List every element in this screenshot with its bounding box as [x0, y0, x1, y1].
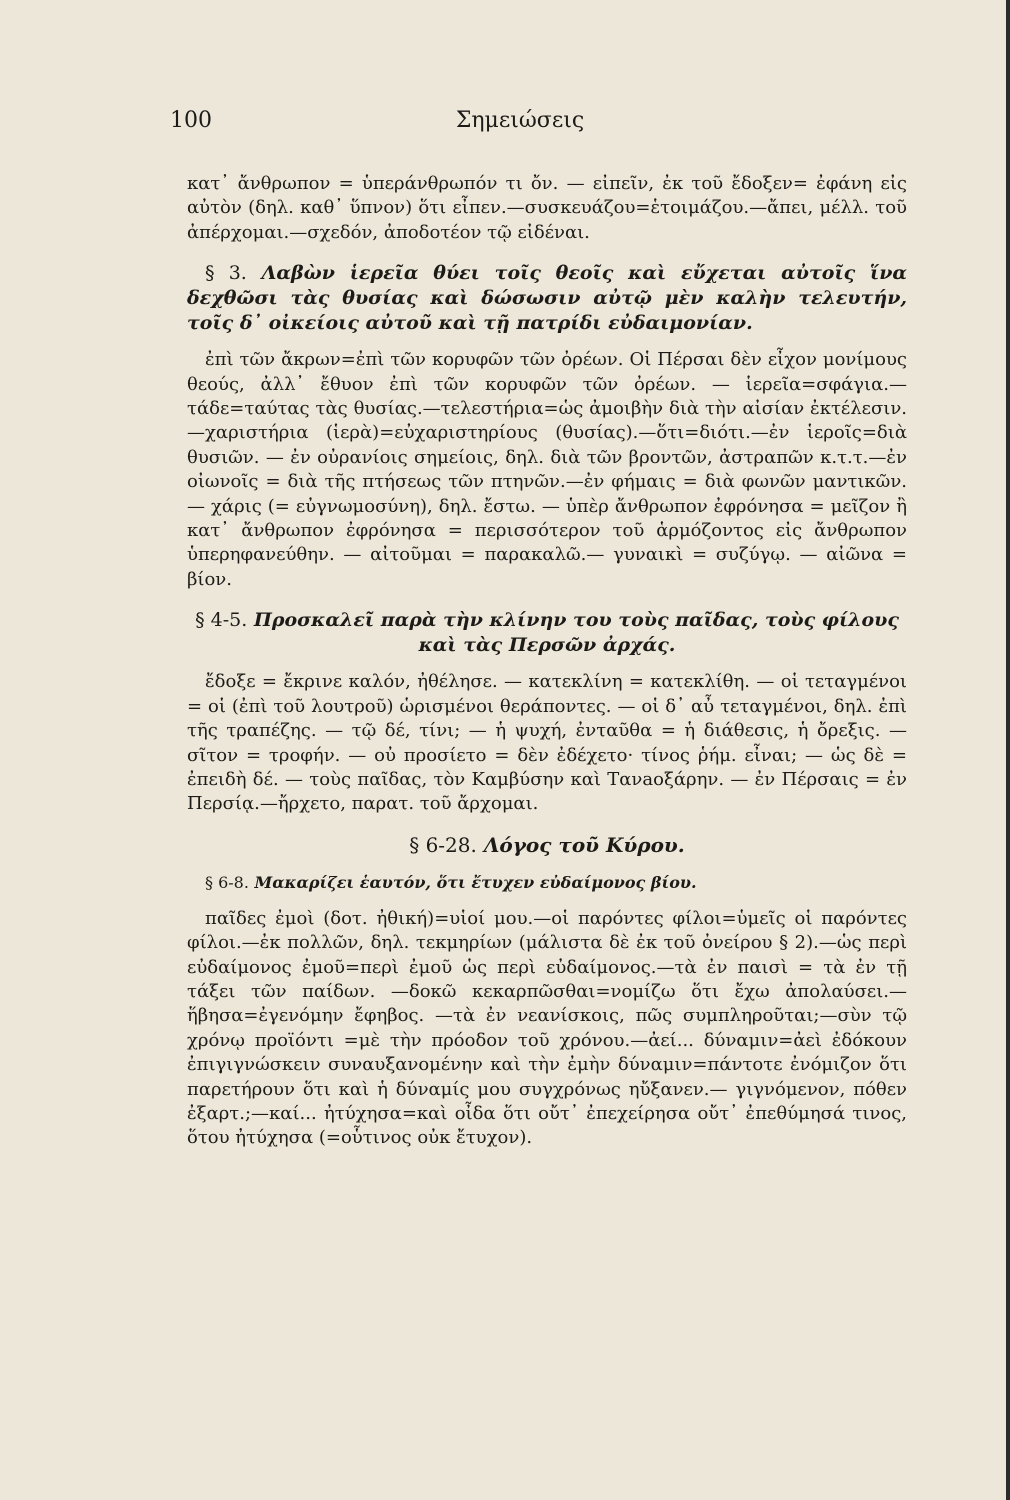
section-4-5-title: Προσκαλεῖ παρὰ τὴν κλίνην του τοὺς παῖδας, τοὺς φίλους καὶ τὰς Περσῶν ἀρχάς.: [253, 609, 899, 657]
scan-edge: [1006, 0, 1010, 1500]
section-3-title: Λαβὼν ἱερεῖα θύει τοῖς θεοῖς καὶ εὔχεται αὐτοῖς ἵνα δεχθῶσι τὰς θυσίας καὶ δώσωσιν αὐτῷ μὲν καλὴν τελευτήν, τοῖς δ᾿ οἰκείοις αὐτοῦ καὶ τῇ πατρίδι εὐδαιμονίαν.: [187, 262, 907, 335]
section-3-heading: [187, 261, 907, 336]
page-header: [170, 108, 870, 142]
page-body: [187, 172, 907, 1151]
section-6-8-heading: [187, 870, 907, 895]
note-paragraph-4: παῖδες ἐμοὶ (δοτ. ἠθική)=υἱοί μου.—οἱ παρόντες φίλοι=ὑμεῖς οἱ παρόντες φίλοι.—ἐκ πολλῶν, δηλ. τεκμηρίων (μάλιστα δὲ ἐκ τοῦ ὀνείρου § 2).—ὡς περὶ εὐδαίμονος ἐμοῦ=περὶ ἐμοῦ ὡς περὶ εὐδαίμονος.—τὰ ἐν παισὶ = τὰ ἐν τῇ τάξει τῶν παίδων. —δοκῶ κεκαρπῶσθαι=νομίζω ὅτι ἔχω ἀπολαύσει.—ἥβησα=ἐγενόμην ἔφηβος. —τὰ ἐν νεανίσκοις, πῶς συμπληροῦται;—σὺν τῷ χρόνῳ προϊόντι =μὲ τὴν πρόοδον τοῦ χρόνου.—ἀεί... δύναμιν=ἀεὶ ἐδόκουν ἐπιγιγνώσκειν συναυξανομένην καὶ τὴν ἐμὴν δύναμιν=πάντοτε ἐνόμιζον ὅτι παρετήρουν ὅτι καὶ ἡ δύναμίς μου συγχρόνως ηὔξανεν.— γιγνόμενον, πόθεν ἐξαρτ.;—καί... ἠτύχησα=καὶ οἶδα ὅτι οὔτ᾿ ἐπεχείρησα οὔτ᾿ ἐπεθύμησά τινος, ὅτου ἠτύχησα (=οὗτινος οὐκ ἔτυχον).: [187, 907, 907, 1149]
note-paragraph-3: ἔδοξε = ἔκρινε καλόν, ἠθέλησε. — κατεκλίνη = κατεκλίθη. — οἱ τεταγμένοι = οἱ (ἐπὶ τοῦ λουτροῦ) ὡρισμένοι θεράποντες. — οἱ δ᾿ αὖ τεταγμένοι, δηλ. ἐπὶ τῆς τραπέζης. — τῷ δέ, τίνι; — ἡ ψυχή, ἐνταῦθα = ἡ διάθεσις, ἡ ὄρεξις. — σῖτον = τροφήν. — οὐ προσίετο = δὲν ἐδέχετο· τίνος ῥήμ. εἶναι; — ὡς δὲ = ἐπειδὴ δέ. — τοὺς παῖδας, τὸν Καμβύσην καὶ Τανaοξάρην. — ἐν Πέρσαις = ἐν Περσίᾳ.—ἤρχετο, παρατ. τοῦ ἄρχομαι.: [187, 671, 907, 815]
section-4-5-heading: [187, 608, 907, 658]
section-3-number: § 3.: [205, 262, 247, 285]
section-6-28-title: Λόγος τοῦ Κύρου.: [483, 832, 685, 857]
section-6-8-number: § 6-8.: [205, 872, 249, 892]
note-paragraph-2: ἐπὶ τῶν ἄκρων=ἐπὶ τῶν κορυφῶν τῶν ὀρέων. Οἱ Πέρσαι δὲν εἶχον μονίμους θεούς, ἀλλ᾿ ἔθυον ἐπὶ τῶν κορυφῶν τῶν ὀρέων. — ἱερεῖα=σφάγια.—τάδε=ταύτας τὰς θυσίας.—τελεστήρια=ὡς ἀμοιβὴν διὰ τὴν αἰσίαν ἐκτέλεσιν.—χαριστήρια (ἱερὰ)=εὐχαριστηρίους (θυσίας).—ὅτι=διότι.—ἐν ἱεροῖς=διὰ θυσιῶν. — ἐν οὐρανίοις σημείοις, δηλ. διὰ τῶν βροντῶν, ἀστραπῶν κ.τ.τ.—ἐν οἰωνοῖς = διὰ τῆς πτήσεως τῶν πτηνῶν.—ἐν φήμαις = διὰ φωνῶν μαντικῶν. — χάρις (= εὐγνωμοσύνη), δηλ. ἔστω. — ὑπὲρ ἄνθρωπον ἐφρόνησα = μεῖζον ἢ κατ᾿ ἄνθρωπον ἐφρόνησα = περισσότερον τοῦ ἁρμόζοντος εἰς ἄνθρωπον ὑπερηφανεύθην. — αἰτοῦμαι = παρακαλῶ.— γυναικὶ = συζύγῳ. — αἰῶνα = βίον.: [187, 349, 907, 590]
running-title: Σημειώσεις: [455, 108, 585, 133]
page-number: 100: [170, 108, 212, 133]
section-6-8-title: Μακαρίζει ἑαυτόν, ὅτι ἔτυχεν εὐδαίμονος βίου.: [254, 872, 697, 892]
section-4-5-number: § 4-5.: [195, 609, 248, 632]
section-6-28-heading: [187, 833, 907, 858]
section-6-28-number: § 6-28.: [409, 832, 477, 857]
note-paragraph-1: κατ᾿ ἄνθρωπον = ὑπεράνθρωπόν τι ὄν. — εἰπεῖν, ἐκ τοῦ ἔδοξεν= ἐφάνη εἰς αὐτὸν (δηλ. καθ᾿ ὕπνον) ὅτι εἶπεν.—συσκευάζου=ἑτοιμάζου.—ἄπει, μέλλ. τοῦ ἀπέρχομαι.—σχεδόν, ἀποδοτέον τῷ εἰδέναι.: [187, 173, 907, 243]
